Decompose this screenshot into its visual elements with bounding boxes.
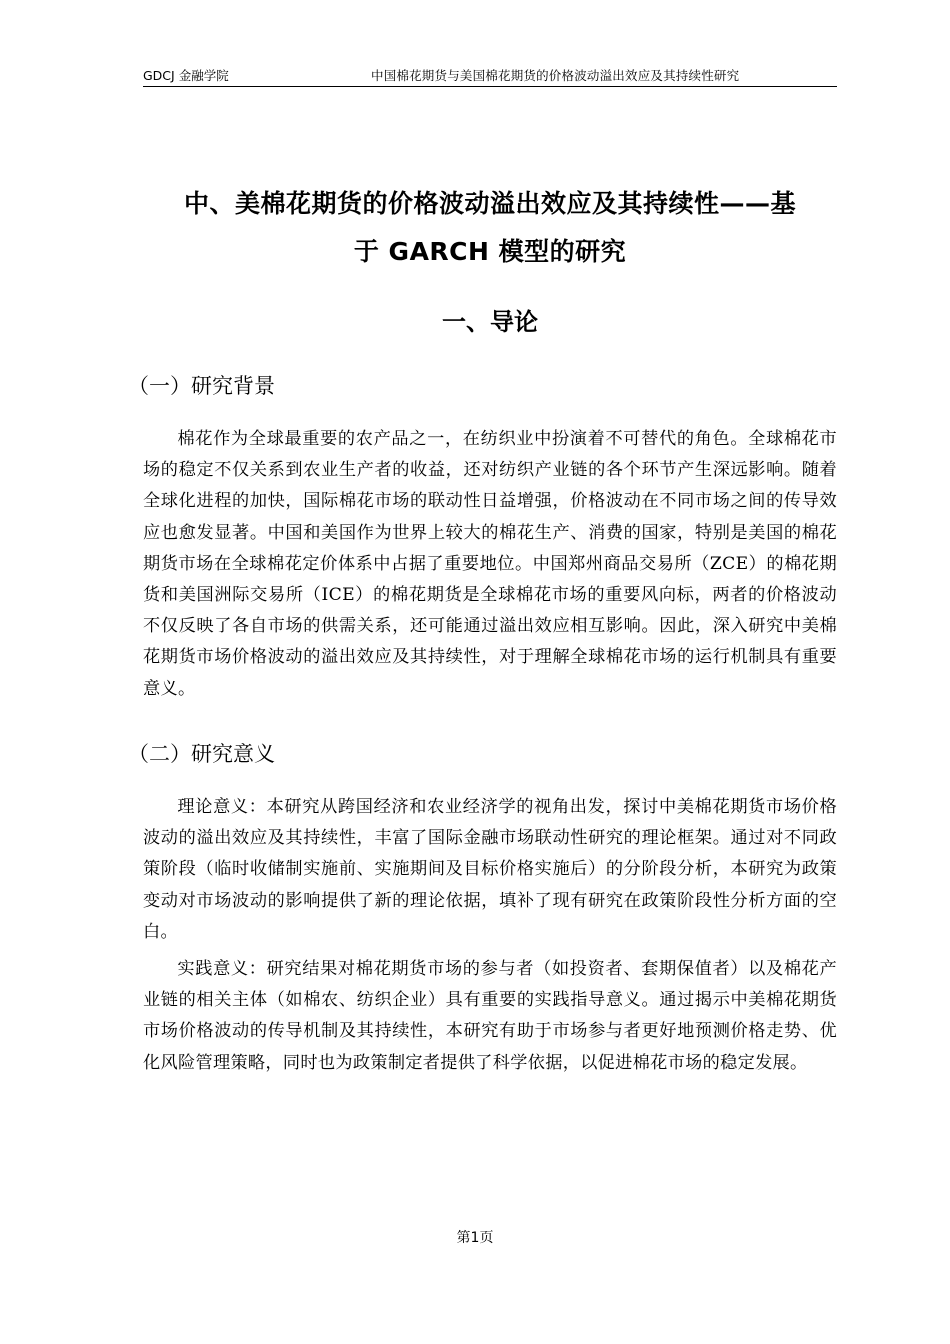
- document-title-line-1: 中、美棉花期货的价格波动溢出效应及其持续性——基: [183, 189, 796, 218]
- page-number: 第1页: [456, 1230, 494, 1246]
- paragraph-theoretical-significance: 理论意义：本研究从跨国经济和农业经济学的视角出发，探讨中美棉花期货市场价格波动的溢出效应及其持续性，丰富了国际金融市场联动性研究的理论框架。通过对不同政策阶段（临时收储制实施前、实施期间及目标价格实施后）的分阶段分析，本研究为政策变动对市场波动的影响提供了新的理论依据，填补了现有研究在政策阶段性分析方面的空白。: [143, 797, 837, 942]
- section-heading-significance: （二）研究意义: [128, 742, 275, 766]
- chapter-heading: 一、导论: [442, 308, 538, 336]
- header-institution: GDCJ 金融学院: [143, 68, 229, 83]
- header-running-title: 中国棉花期货与美国棉花期货的价格波动溢出效应及其持续性研究: [371, 68, 740, 83]
- document-title-line-2: 于 GARCH 模型的研究: [353, 237, 627, 266]
- document-title: [143, 180, 837, 276]
- paragraph-background: 棉花作为全球最重要的农产品之一，在纺织业中扮演着不可替代的角色。全球棉花市场的稳定不仅关系到农业生产者的收益，还对纺织产业链的各个环节产生深远影响。随着全球化进程的加快，国际棉花市场的联动性日益增强，价格波动在不同市场之间的传导效应也愈发显著。中国和美国作为世界上较大的棉花生产、消费的国家，特别是美国的棉花期货市场在全球棉花定价体系中占据了重要地位。中国郑州商品交易所（ZCE）的棉花期货和美国洲际交易所（ICE）的棉花期货是全球棉花市场的重要风向标，两者的价格波动不仅反映了各自市场的供需关系，还可能通过溢出效应相互影响。因此，深入研究中美棉花期货市场价格波动的溢出效应及其持续性，对于理解全球棉花市场的运行机制具有重要意义。: [143, 429, 837, 699]
- section-heading-background: （一）研究背景: [128, 374, 275, 398]
- paragraph-practical-significance: 实践意义：研究结果对棉花期货市场的参与者（如投资者、套期保值者）以及棉花产业链的相关主体（如棉农、纺织企业）具有重要的实践指导意义。通过揭示中美棉花期货市场价格波动的传导机制及其持续性，本研究有助于市场参与者更好地预测价格走势、优化风险管理策略，同时也为政策制定者提供了科学依据，以促进棉花市场的稳定发展。: [143, 959, 837, 1073]
- page-header: [143, 68, 837, 87]
